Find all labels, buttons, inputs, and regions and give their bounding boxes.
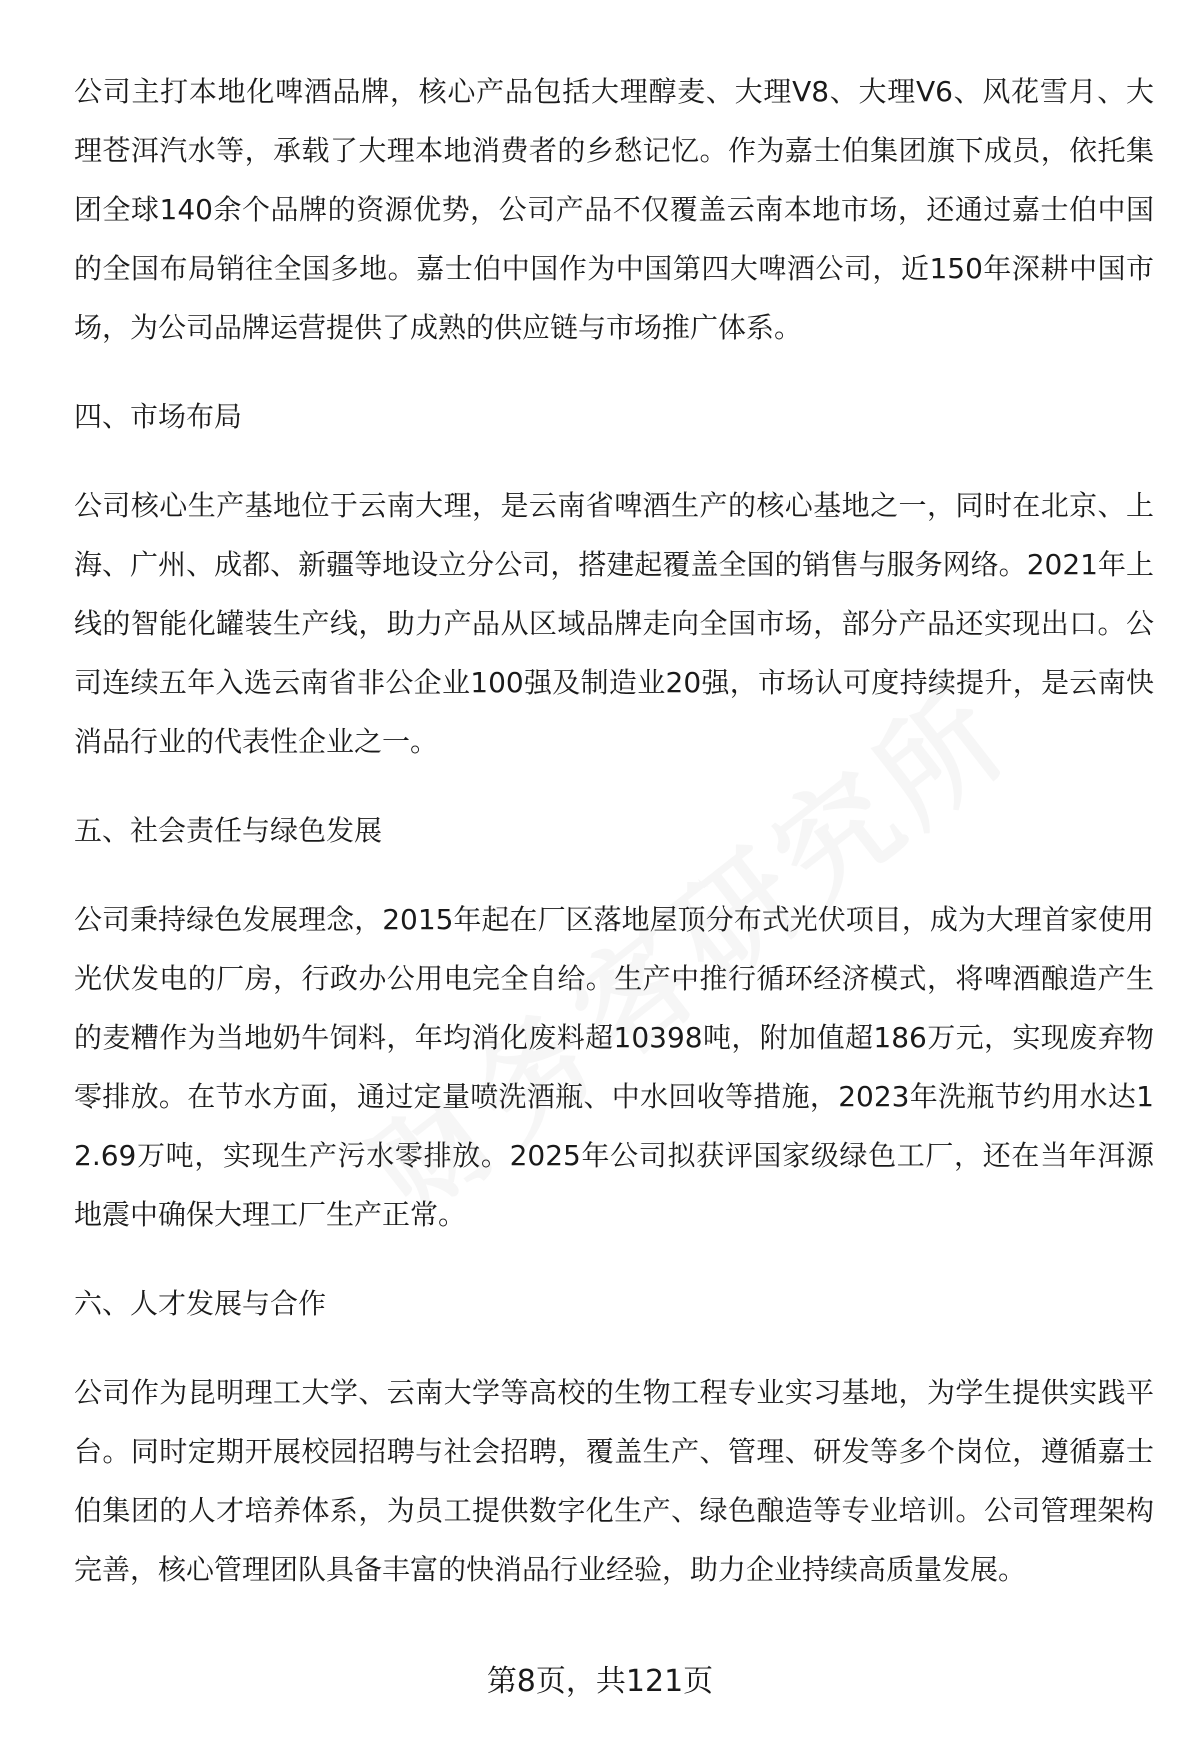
section-heading-responsibility: 五、社会责任与绿色发展 [74, 814, 383, 847]
document-content [74, 62, 1154, 1599]
section-heading-talent: 六、人才发展与合作 [74, 1287, 327, 1320]
section-body-responsibility: 公司秉持绿色发展理念，2015年起在厂区落地屋顶分布式光伏项目，成为大理首家使用光伏发电的厂房，行政办公用电完全自给。生产中推行循环经济模式，将啤酒酿造产生的麦糟作为当地奶牛饲料，年均消化废料超10398吨，附加值超186万元，实现废弃物零排放。在节水方面，通过定量喷洗酒瓶、中水回收等措施，2023年洗瓶节约用水达12.69万吨，实现生产污水零排放。2025年公司拟获评国家级绿色工厂，还在当年洱源地震中确保大理工厂生产正常。 [74, 903, 1154, 1231]
section-body-market: 公司核心生产基地位于云南大理，是云南省啤酒生产的核心基地之一，同时在北京、上海、广州、成都、新疆等地设立分公司，搭建起覆盖全国的销售与服务网络。2021年上线的智能化罐装生产线，助力产品从区域品牌走向全国市场，部分产品还实现出口。公司连续五年入选云南省非公企业100强及制造业20强，市场认可度持续提升，是云南快消品行业的代表性企业之一。 [74, 489, 1154, 758]
section-heading-market: 四、市场布局 [74, 400, 243, 433]
page-number: 第8页，共121页 [486, 1664, 714, 1699]
intro-paragraph: 公司主打本地化啤酒品牌，核心产品包括大理醇麦、大理V8、大理V6、风花雪月、大理苍洱汽水等，承载了大理本地消费者的乡愁记忆。作为嘉士伯集团旗下成员，依托集团全球140余个品牌的资源优势，公司产品不仅覆盖云南本地市场，还通过嘉士伯中国的全国布局销往全国多地。嘉士伯中国作为中国第四大啤酒公司，近150年深耕中国市场，为公司品牌运营提供了成熟的供应链与市场推广体系。 [74, 75, 1154, 344]
section-body-talent: 公司作为昆明理工大学、云南大学等高校的生物工程专业实习基地，为学生提供实践平台。同时定期开展校园招聘与社会招聘，覆盖生产、管理、研发等多个岗位，遵循嘉士伯集团的人才培养体系，为员工提供数字化生产、绿色酿造等专业培训。公司管理架构完善，核心管理团队具备丰富的快消品行业经验，助力企业持续高质量发展。 [74, 1376, 1154, 1586]
